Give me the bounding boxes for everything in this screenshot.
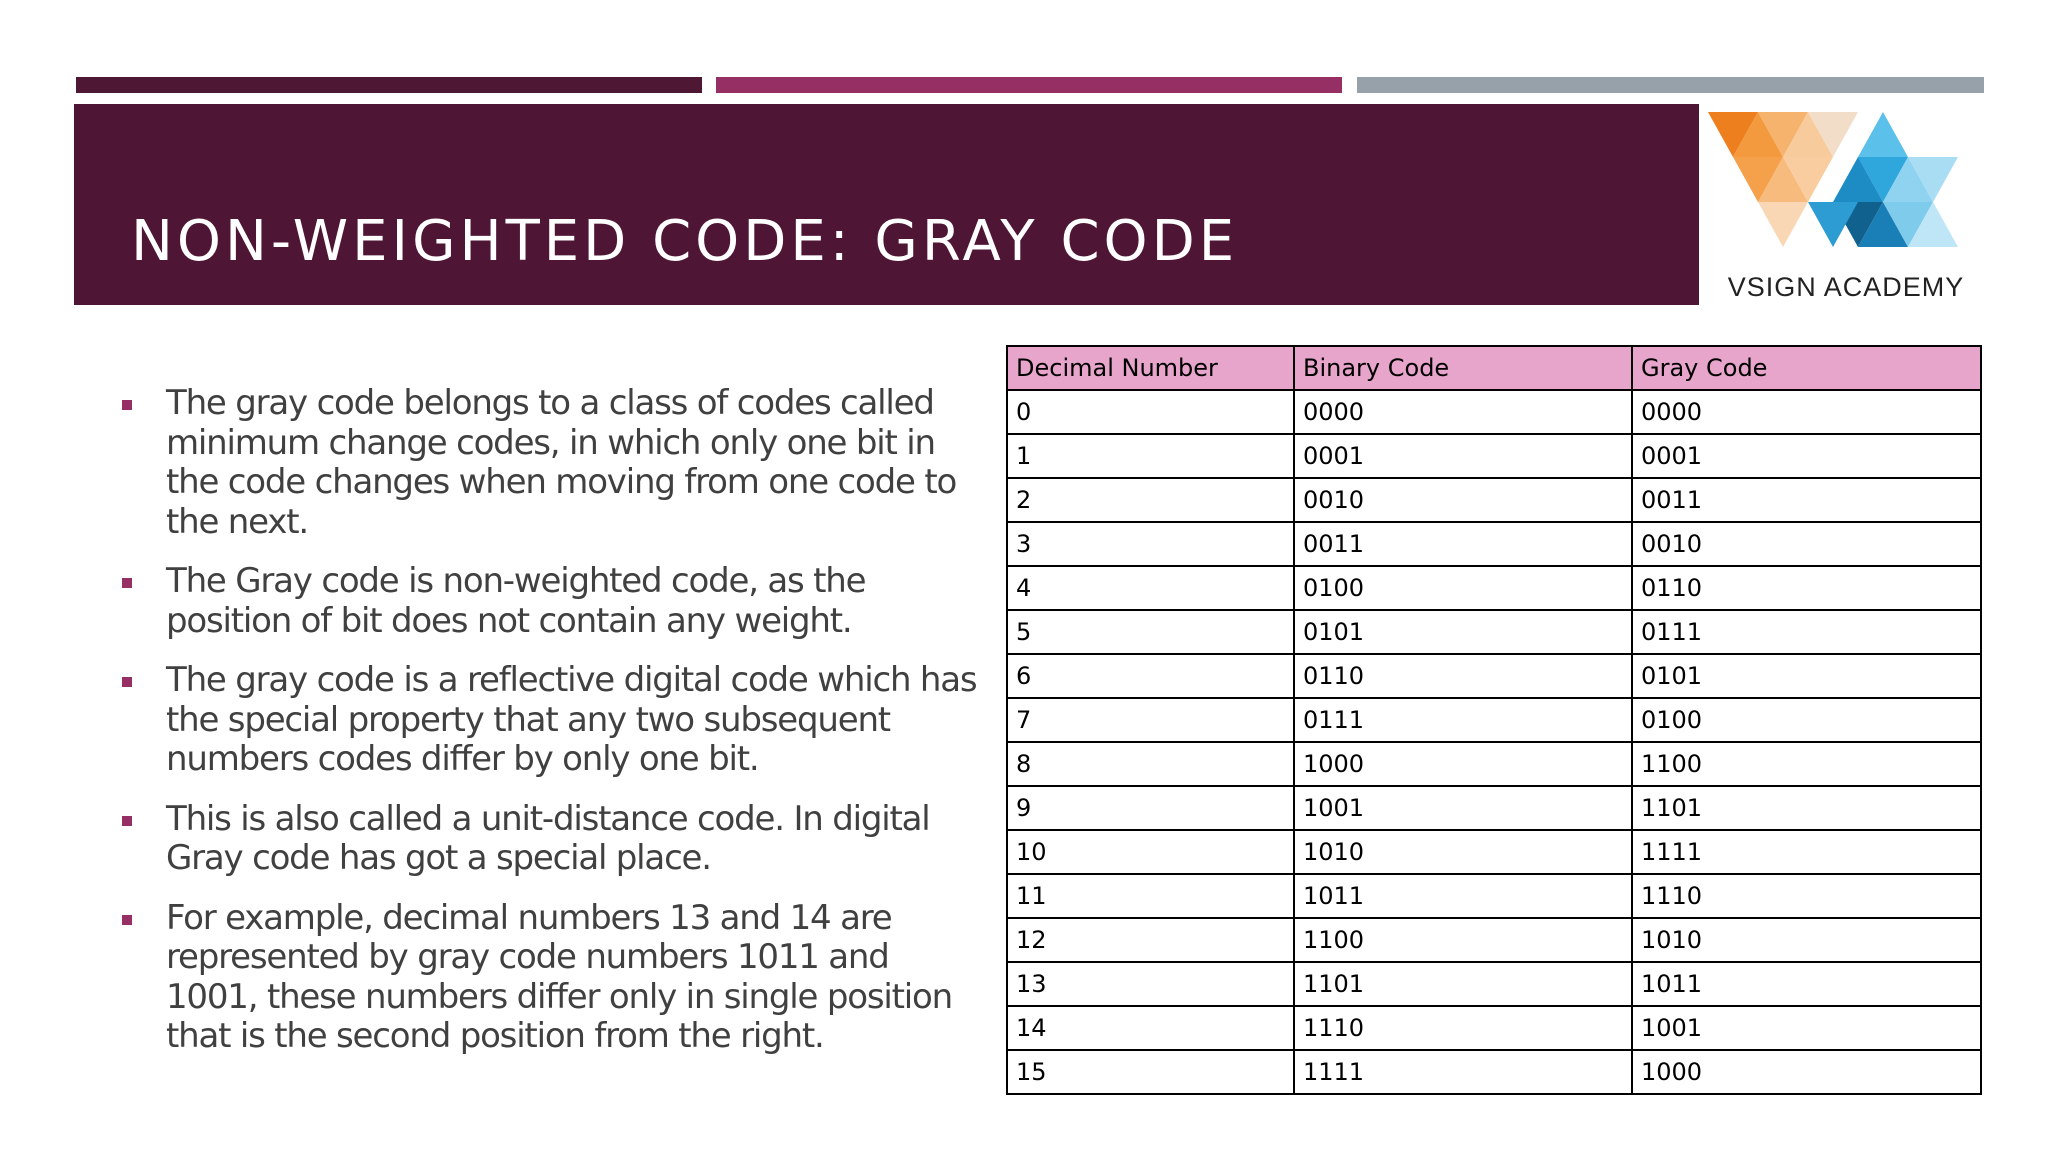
cell-binary: 1010 <box>1294 830 1632 874</box>
cell-binary: 0000 <box>1294 390 1632 434</box>
logo-triangles-icon <box>1708 112 1984 272</box>
cell-gray: 0001 <box>1632 434 1981 478</box>
cell-gray: 0100 <box>1632 698 1981 742</box>
cell-gray: 1110 <box>1632 874 1981 918</box>
accent-bar-magenta <box>716 77 1342 93</box>
bullet-item <box>120 899 980 1057</box>
bullet-item <box>120 562 980 641</box>
cell-decimal: 0 <box>1007 390 1294 434</box>
accent-bar-dark <box>76 77 702 93</box>
table-row <box>1007 610 1981 654</box>
cell-binary: 0011 <box>1294 522 1632 566</box>
cell-binary: 1011 <box>1294 874 1632 918</box>
bullet-square-icon <box>122 677 132 687</box>
cell-gray: 1000 <box>1632 1050 1981 1094</box>
vsign-academy-logo <box>1708 112 1984 308</box>
cell-decimal: 1 <box>1007 434 1294 478</box>
table-header-row <box>1007 346 1981 390</box>
cell-binary: 0101 <box>1294 610 1632 654</box>
title-band <box>74 104 1699 305</box>
cell-gray: 1111 <box>1632 830 1981 874</box>
cell-binary: 1101 <box>1294 962 1632 1006</box>
cell-gray: 1001 <box>1632 1006 1981 1050</box>
header-decimal: Decimal Number <box>1007 346 1294 390</box>
cell-binary: 1000 <box>1294 742 1632 786</box>
table-row <box>1007 786 1981 830</box>
bullet-text: For example, decimal numbers 13 and 14 are represented by gray code numbers 1011 and 1001, these numbers differ only in single position that is the second position from the right. <box>166 897 952 1056</box>
cell-binary: 0111 <box>1294 698 1632 742</box>
cell-decimal: 3 <box>1007 522 1294 566</box>
bullet-square-icon <box>122 578 132 588</box>
cell-decimal: 9 <box>1007 786 1294 830</box>
bullet-square-icon <box>122 915 132 925</box>
cell-binary: 1100 <box>1294 918 1632 962</box>
cell-gray: 1100 <box>1632 742 1981 786</box>
table-row <box>1007 918 1981 962</box>
bullet-item <box>120 800 980 879</box>
cell-decimal: 12 <box>1007 918 1294 962</box>
cell-decimal: 4 <box>1007 566 1294 610</box>
cell-binary: 1110 <box>1294 1006 1632 1050</box>
table-row <box>1007 566 1981 610</box>
cell-decimal: 13 <box>1007 962 1294 1006</box>
bullet-text: The Gray code is non-weighted code, as the position of bit does not contain any weight. <box>166 561 866 641</box>
slide-title: NON-WEIGHTED CODE: GRAY CODE <box>131 209 1239 274</box>
cell-gray: 1011 <box>1632 962 1981 1006</box>
cell-gray: 1010 <box>1632 918 1981 962</box>
cell-gray: 0000 <box>1632 390 1981 434</box>
header-gray: Gray Code <box>1632 346 1981 390</box>
cell-gray: 0110 <box>1632 566 1981 610</box>
accent-bar-gray <box>1357 77 1984 93</box>
bullet-item <box>120 384 980 542</box>
table-row <box>1007 654 1981 698</box>
cell-binary: 1001 <box>1294 786 1632 830</box>
table-row <box>1007 830 1981 874</box>
cell-gray: 0101 <box>1632 654 1981 698</box>
cell-binary: 0100 <box>1294 566 1632 610</box>
table-row <box>1007 962 1981 1006</box>
cell-binary: 1111 <box>1294 1050 1632 1094</box>
cell-decimal: 2 <box>1007 478 1294 522</box>
cell-decimal: 6 <box>1007 654 1294 698</box>
cell-decimal: 7 <box>1007 698 1294 742</box>
table-row <box>1007 742 1981 786</box>
table-row <box>1007 390 1981 434</box>
table-row <box>1007 1050 1981 1094</box>
cell-binary: 0001 <box>1294 434 1632 478</box>
bullet-list <box>120 384 980 1077</box>
table-row <box>1007 478 1981 522</box>
cell-gray: 0011 <box>1632 478 1981 522</box>
cell-decimal: 15 <box>1007 1050 1294 1094</box>
cell-binary: 0110 <box>1294 654 1632 698</box>
cell-decimal: 10 <box>1007 830 1294 874</box>
logo-text: VSIGN ACADEMY <box>1727 272 1965 302</box>
bullet-text: This is also called a unit-distance code. In digital Gray code has got a special place. <box>166 798 930 878</box>
header-binary: Binary Code <box>1294 346 1632 390</box>
bullet-text: The gray code is a reflective digital code which has the special property that any two subsequent numbers codes differ by only one bit. <box>166 660 977 779</box>
gray-code-table <box>1006 345 1982 1095</box>
cell-decimal: 5 <box>1007 610 1294 654</box>
cell-decimal: 14 <box>1007 1006 1294 1050</box>
bullet-square-icon <box>122 816 132 826</box>
cell-gray: 0010 <box>1632 522 1981 566</box>
cell-binary: 0010 <box>1294 478 1632 522</box>
bullet-square-icon <box>122 400 132 410</box>
table-row <box>1007 1006 1981 1050</box>
cell-decimal: 8 <box>1007 742 1294 786</box>
table-row <box>1007 522 1981 566</box>
cell-decimal: 11 <box>1007 874 1294 918</box>
bullet-text: The gray code belongs to a class of codes called minimum change codes, in which only one bit in the code changes when moving from one code to the next. <box>166 383 957 542</box>
cell-gray: 1101 <box>1632 786 1981 830</box>
table-row <box>1007 874 1981 918</box>
bullet-item <box>120 661 980 780</box>
cell-gray: 0111 <box>1632 610 1981 654</box>
table-row <box>1007 434 1981 478</box>
table-row <box>1007 698 1981 742</box>
